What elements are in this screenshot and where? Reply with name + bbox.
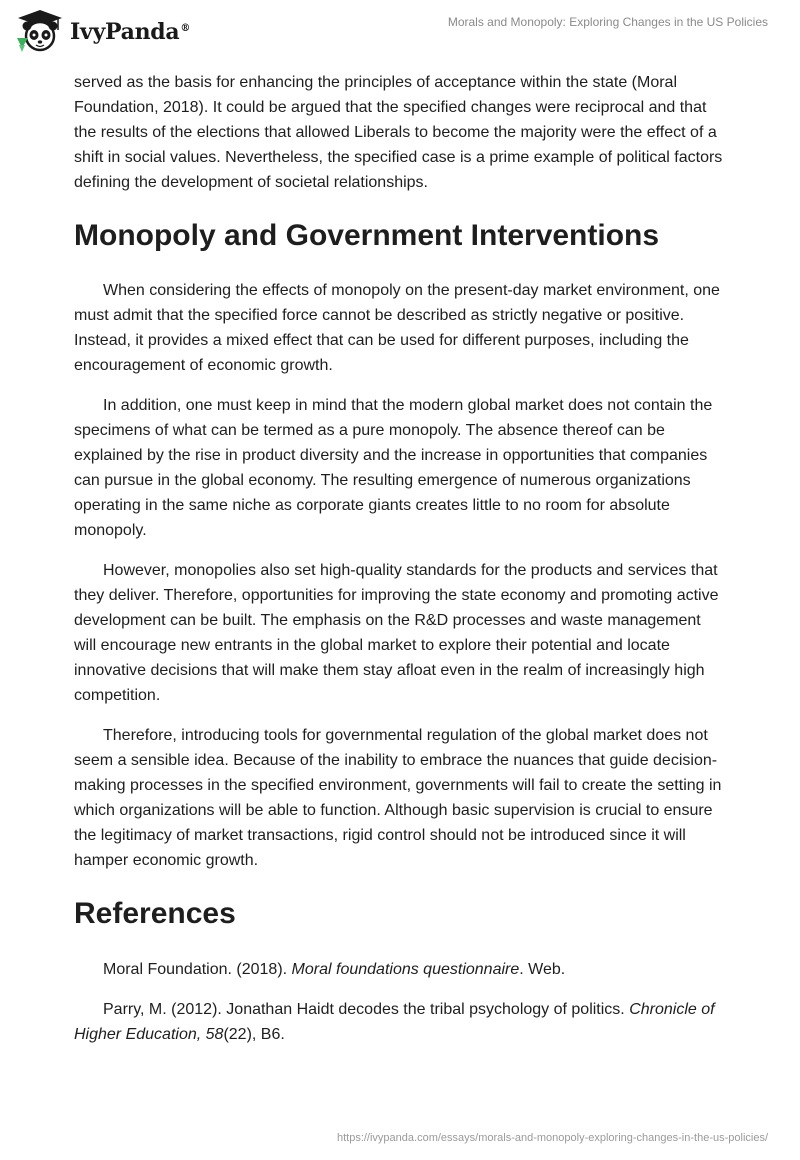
reference-text: Moral Foundation. (2018). (103, 961, 292, 978)
panda-graduate-icon (14, 8, 66, 56)
body-paragraph: In addition, one must keep in mind that the modern global market does not contain the specimens of what can be termed as a pure monopoly. The absence thereof can be explained by the rise in product diversity and the increase in opportunities that companies can pursue in the global economy. The resulting emergence of numerous organizations operating in the same niche as corporate giants creates little to no room for absolute monopoly. (74, 397, 713, 539)
reference-entry (74, 997, 726, 1047)
registered-mark: ® (180, 22, 191, 34)
logo-text: IvyPanda (70, 19, 180, 45)
reference-text: (22), B6. (223, 1026, 285, 1043)
body-paragraph: However, monopolies also set high-quality standards for the products and services that they deliver. Therefore, opportunities for improving the state economy and promoting active development can be built. The emphasis on the R&D processes and waste management will encourage new entrants in the global market to explore their potential and locate innovative decisions that will make them stay afloat even in the realm of increasingly high competition. (74, 562, 719, 704)
intro-paragraph: served as the basis for enhancing the principles of acceptance within the state (Moral Foundation, 2018). It could be argued that the specified changes were reciprocal and that the results of the elections that allowed Liberals to become the majority were the effect of a shift in social values. Nevertheless, the specified case is a prime example of political factors defining the development of societal relationships. (74, 74, 723, 191)
document-body (74, 70, 726, 1047)
source-url[interactable]: https://ivypanda.com/essays/morals-and-monopoly-exploring-changes-in-the-us-policies/ (336, 1132, 768, 1144)
reference-journal: Chronicle of Higher Education, 58 (74, 1001, 715, 1043)
section-heading: Monopoly and Government Interventions (74, 219, 660, 252)
body-paragraph: When considering the effects of monopoly on the present-day market environment, one must admit that the specified force cannot be described as strictly negative or positive. Instead, it provides a mixed effect that can be used for different purposes, including the encouragement of economic growth. (74, 282, 720, 374)
running-title: Morals and Monopoly: Exploring Changes in the US Policies (447, 15, 768, 29)
page-header (0, 0, 800, 68)
references-heading: References (74, 897, 236, 930)
ivypanda-logo[interactable] (14, 8, 190, 56)
reference-text: . Web. (519, 961, 566, 978)
reference-entry (74, 957, 726, 982)
logo-wordmark (70, 19, 190, 45)
reference-title: Moral foundations questionnaire (291, 961, 520, 978)
body-paragraph: Therefore, introducing tools for governmental regulation of the global market does not seem a sensible idea. Because of the inability to embrace the nuances that guide decision-making processes in the specified environment, governments will fail to create the setting in which organizations will be able to function. Although basic supervision is crucial to ensure the legitimacy of market transactions, rigid control should not be introduced since it will hamper economic growth. (74, 727, 722, 869)
reference-text: Parry, M. (2012). Jonathan Haidt decodes the tribal psychology of politics. (103, 1001, 630, 1018)
